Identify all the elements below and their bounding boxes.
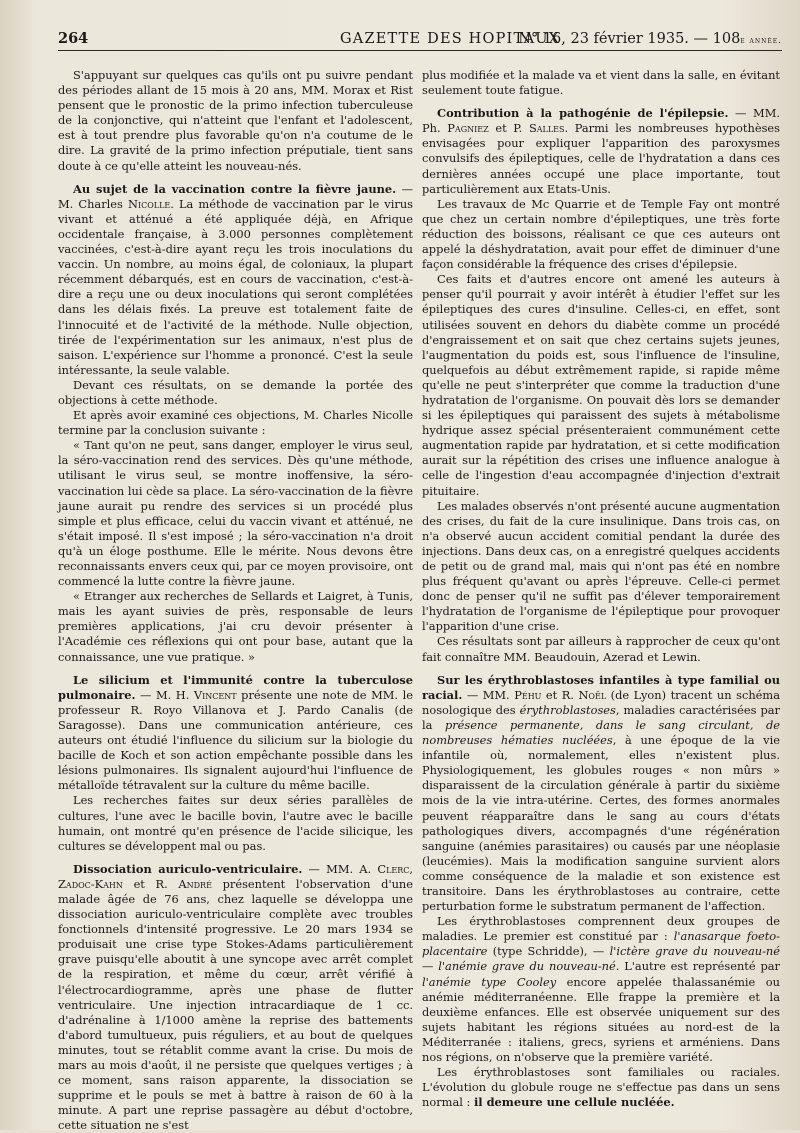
text-run: (de Lyon) tracent un schéma nosologique des <box>422 687 780 717</box>
text-run: (type Schridde), — <box>487 944 610 959</box>
author-name: Nicolle <box>127 196 171 211</box>
text-run: — M. Charles <box>58 181 413 211</box>
article-vaccination <box>58 182 413 378</box>
italic-term: l'anémie grave du nouveau-né <box>438 959 616 974</box>
article-dissociation <box>58 862 413 1133</box>
paragraph: « Etranger aux recherches de Sellards et Laigret, à Tunis, mais les ayant suivies de près, responsable de leurs premières applications, j'ai cru devoir présenter à l'Académie ces réflexions qui ont pour base, autant que la connaissance, une vue pratique. » <box>58 589 413 664</box>
text-run: et R. <box>541 687 579 702</box>
page-number: 264 <box>58 30 89 47</box>
author-name: Noël <box>578 687 607 702</box>
text-run: , à une époque de la vie infantile où, normalement, elles n'existent plus. Physiologiquement, les globules rouges « non mûrs » disparaissent de la circulation générale à partir du sixième mois de la vie intra-utérine. Certes, des formes anormales peuvent réapparaître dans le sang au cours d'états pathologiques divers, accompagnés d'une régénération sanguine (anémies parasitaires) ou causés par une néoplasie (leucémies). Mais la modification sanguine survient alors comme conséquence de la maladie et son existence est transitoire. Dans les érythroblastoses au contraire, cette perturbation forme le substratum permanent de l'affection. <box>422 733 780 914</box>
paragraph: Les travaux de Mc Quarrie et de Temple Fay ont montré que chez un certain nombre d'épileptiques, une très forte réduction des boissons, réalisant ce que ces auteurs ont appelé la déshydratation, avait pour effet de diminuer d'une façon considérable la fréquence des crises d'épilepsie. <box>422 196 780 272</box>
text-run: présente une note de MM. le professeur R. Royo Villanova et J. Pardo Canalis (de Saragosse). Dans une communication antérieure, ces auteurs ont étudié l'influence du silicium sur la biologie du bacille de Koch et son action empêchante possible dans les lésions pulmonaires. Ils signalent aujourd'hui l'influence de métalloïde tétravalent sur la culture du même bacille. <box>58 687 413 793</box>
text-run: , <box>409 861 413 876</box>
text-run: — MM. <box>462 687 515 702</box>
text-run: présentent l'observation d'une malade âgée de 76 ans, chez laquelle se développa une dissociation auriculo-ventriculaire complète avec troubles fonctionnels d'intensité progressive. Le 20 mars 1934 se produisait une crise type Stokes-Adams particulièrement grave puisqu'elle aboutit à une syncope avec arrêt complet de la respiration, et même du cœur, arrêt vérifié à l'électrocardiogramme, après une phase de flutter ventriculaire. Une injection intracardiaque de 1 cc. d'adrénaline à 1/1000 amène la reprise des battements d'abord tumultueux, puis réguliers, et au bout de quelques minutes, tout se rétablit comme avant la crise. Du mois de mars au mois d'août, il ne persiste que quelques vertiges ; à ce moment, sans raison apparente, la dissociation se supprime et le pouls se met à battre à raison de 60 à la minute. A part une reprise passagère au début d'octobre, cette situation ne s'est <box>58 876 413 1133</box>
text-run: — <box>422 959 439 974</box>
issue-suffix: e année. <box>740 36 782 46</box>
paragraph <box>422 1065 780 1110</box>
paragraph <box>422 914 780 1065</box>
text-run: . Parmi les nombreuses hypothèses envisagées pour expliquer l'apparition des paroxysmes convulsifs des épileptiques, celle de l'hydratation a dans ces dernières années occupé une place importante, tout particulièrement aux Etats-Unis. <box>422 121 780 196</box>
article-epilepsie <box>422 106 780 197</box>
text-run: et P. <box>488 121 529 136</box>
issue-date: N° 16, 23 février 1935. — 108 <box>518 31 741 47</box>
text-run: encore appelée thalassanémie ou anémie méditerranéenne. Elle frappe la première et la deuxième enfances. Elle est observée uniquement sur des sujets habitant les régions situées au nord-est de la Méditerranée : italiens, grecs, syriens et arméniens. Dans nos régions, on n'observe que la première variété. <box>422 974 780 1064</box>
paragraph: Et après avoir examiné ces objections, M. Charles Nicolle termine par la conclusion suivante : <box>58 408 413 438</box>
italic-term: l'anasarque foeto-placentaire <box>422 929 780 959</box>
paragraph: Les recherches faites sur deux séries parallèles de cultures, l'une avec le bacille bovin, l'autre avec le bacille humain, ont montré qu'en présence de l'acide silicique, les cultures se développent mal ou pas. <box>58 793 413 853</box>
italic-term: présence permanente, dans le sang circulant, de nombreuses hématies nucléées <box>422 717 780 748</box>
article-title: Sur les érythroblastoses infantiles à type familial ou racial. <box>422 672 780 702</box>
paragraph: Ces faits et d'autres encore ont amené les auteurs à penser qu'il pourrait y avoir intérêt à étudier l'effet sur les épileptiques des cures d'insuline. Celles-ci, en effet, sont utilisées souvent en dehors du diabète comme un procédé d'engraissement et on sait que chez certains sujets jeunes, l'augmentation du poids est, sous l'influence de l'insuline, quelquefois au début extrêmement rapide, si rapide même qu'elle ne peut s'interpréter que comme la traduction d'une hydratation de l'organisme. On pouvait dès lors se demander si les épileptiques qui paraissent des sujets à métabolisme hydrique assez spécial présenteraient communément cette augmentation rapide par hydratation, et si cette modification aurait sur la répétition des crises une influence analogue à celle de l'ingestion d'eau accompagnée d'injection d'extrait pituitaire. <box>422 272 780 498</box>
text-run: — MM. A. <box>302 861 378 876</box>
bold-text: il demeure une cellule nucléée. <box>473 1095 675 1110</box>
author-name: Vincent <box>193 687 237 702</box>
text-run: . L'autre est représenté par <box>615 959 780 974</box>
italic-term: l'anémie type Cooley <box>422 974 557 989</box>
paragraph: Ces résultats sont par ailleurs à rapprocher de ceux qu'ont fait connaître MM. Beaudouin, Azerad et Lewin. <box>422 634 780 664</box>
author-name: Zadoc-Kahn <box>58 876 123 891</box>
paragraph: plus modifiée et la malade va et vient dans la salle, en évitant seulement toute fatigue. <box>422 68 780 98</box>
text-run: , maladies caractérisées par la <box>422 702 780 732</box>
author-name: André <box>178 876 212 891</box>
author-name: Péhu <box>514 687 542 702</box>
article-title: Dissociation auriculo-ventriculaire. <box>73 861 303 876</box>
author-name: Salles <box>528 121 565 136</box>
page-header <box>58 28 782 51</box>
left-column <box>58 68 413 1133</box>
paragraph: Les malades observés n'ont présenté aucune augmentation des crises, du fait de la cure insulinique. Dans trois cas, on n'a observé aucun accident comitial pendant la durée des injections. Dans deux cas, on a enregistré quelques accidents de petit ou de grand mal, mais qui n'ont pas été en nombre plus fréquent qu'avant ou après l'épreuve. Celle-ci permet donc de penser qu'il ne suffit pas d'élever temporairement l'hydratation de l'organisme de l'épileptique pour provoquer l'apparition d'une crise. <box>422 498 780 634</box>
article-title: Contribution à la pathogénie de l'épilepsie. <box>437 106 729 121</box>
text-run: — MM. Ph. <box>422 106 780 136</box>
text-run: . La méthode de vaccination par le virus vivant et atténué a été appliquée déjà, en Afrique occidentale française, à 3.000 personnes complètement vaccinées, c'est-à-dire ayant reçu les trois inoculations du vaccin. Un nombre, au moins égal, de coloniaux, la plupart récemment débarqués, est en cours de vaccination, c'est-à-dire a reçu une ou deux inoculations qui seront complétées dans les délais fixés. La preuve est totalement faite de l'innocuité et de l'activité de la méthode. Nulle objection, tirée de l'expérimentation sur les animaux, n'est plus de saison. L'expérience sur l'homme a prononcé. C'est la seule intéressante, la seule valable. <box>58 196 413 377</box>
article-erythroblastoses <box>422 673 780 915</box>
text-run: — M. H. <box>135 687 194 702</box>
article-title: Au sujet de la vaccination contre la fièvre jaune. <box>73 181 397 196</box>
text-run: Les érythroblastoses comprennent deux groupes de maladies. Le premier est constitué par : <box>422 914 780 944</box>
paragraph: S'appuyant sur quelques cas qu'ils ont pu suivre pendant des périodes allant de 15 mois à 20 ans, MM. Morax et Rist pensent que le pronostic de la primo infection tuberculeuse de la conjonctive, qui n'atteint que l'enfant et l'adolescent, est à tout prendre plus favorable qu'on n'a coutume de le dire. La gravité de la primo infection préputiale, tient sans doute à ce qu'elle atteint les nouveau-nés. <box>58 68 413 173</box>
author-name: Pagniez <box>447 121 489 136</box>
article-silicium <box>58 673 413 794</box>
paragraph: « Tant qu'on ne peut, sans danger, employer le virus seul, la séro-vaccination rend des services. Dès qu'une méthode, utilisant le virus seul, se montre inoffensive, la séro-vaccination lui cède sa place. La séro-vaccination de la fièvre jaune aurait pu rendre des services si un procédé plus simple et plus efficace, celui du vaccin vivant et atténué, ne s'était imposé. Il s'est imposé ; la séro-vaccination n'a droit qu'à un éloge posthume. Elle le mérite. Nous devons être reconnaissants envers ceux qui, par ce moyen provisoire, ont commencé la lutte contre la fièvre jaune. <box>58 438 413 589</box>
paragraph: Devant ces résultats, on se demande la portée des objections à cette méthode. <box>58 377 413 407</box>
text-run: Les érythroblastoses sont familiales ou raciales. L'évolution du globule rouge ne s'effectue pas dans un sens normal : <box>422 1065 780 1110</box>
issue-info <box>518 28 782 52</box>
italic-term: érythroblastoses <box>519 702 616 717</box>
article-title: Le silicium et l'immunité contre la tuberculose pulmonaire. <box>58 672 413 702</box>
journal-title: GAZETTE DES HOPITAUX <box>340 31 561 47</box>
text-run: et R. <box>122 876 179 891</box>
right-column <box>422 68 780 1110</box>
italic-term: l'ictère grave du nouveau-né <box>609 944 780 959</box>
author-name: Clerc <box>377 861 410 876</box>
